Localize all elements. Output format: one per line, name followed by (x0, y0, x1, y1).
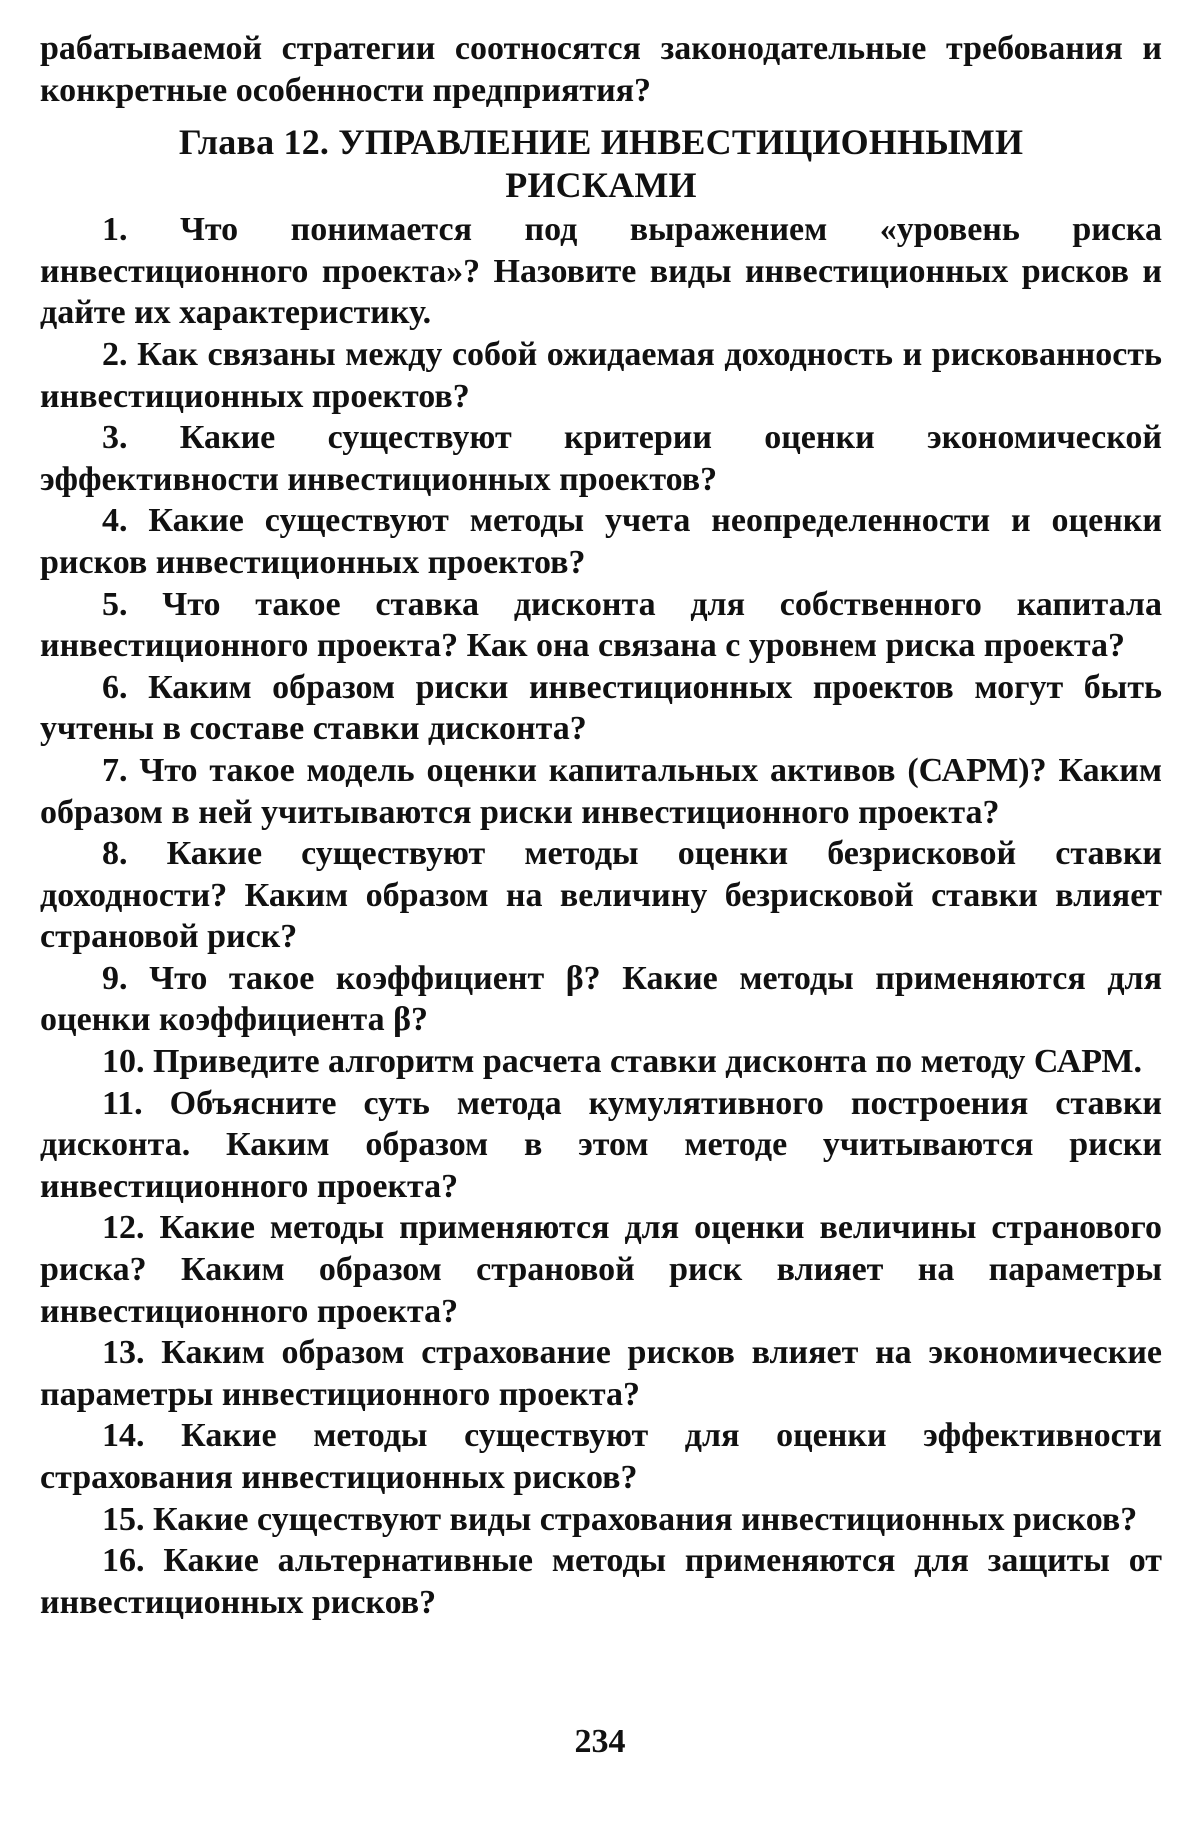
question-3: 3. Какие существуют критерии оценки экономической эффективности инвестиционных проектов? (40, 419, 1162, 498)
question-12: 12. Какие методы применяются для оценки величины странового риска? Каким образом страновой риск влияет на параметры инвестиционного проекта? (40, 1209, 1162, 1330)
chapter-title-line-1: Глава 12. УПРАВЛЕНИЕ ИНВЕСТИЦИОННЫМИ (178, 122, 1024, 163)
question-7: 7. Что такое модель оценки капитальных активов (САРМ)? Каким образом в ней учитываются риски инвестиционного проекта? (40, 751, 1162, 831)
question-10: 10. Приведите алгоритм расчета ставки дисконта по методу САРМ. (102, 1043, 1142, 1081)
question-15: 15. Какие существуют виды страхования инвестиционных рисков? (102, 1500, 1138, 1538)
question-8: 8. Какие существуют методы оценки безрисковой ставки доходности? Каким образом на величину безрисковой ставки влияет страновой риск? (40, 835, 1162, 956)
question-11: 11. Объясните суть метода кумулятивного построения ставки дисконта. Каким образом в этом методе учитываются риски инвестиционного проекта? (40, 1084, 1162, 1205)
question-9: 9. Что такое коэффициент β? Какие методы применяются для оценки коэффициента β? (40, 959, 1162, 1039)
questions-list (40, 209, 1162, 1623)
question-13: 13. Каким образом страхование рисков влияет на экономические параметры инвестиционного проекта? (40, 1334, 1162, 1413)
chapter-title (40, 121, 1162, 207)
page-number: 234 (574, 1723, 626, 1760)
question-6: 6. Каким образом риски инвестиционных проектов могут быть учтены в составе ставки дисконта? (40, 668, 1162, 748)
intro-paragraph: рабатываемой стратегии соотносятся законодательные требования и конкретные особенности предприятия? (40, 30, 1162, 109)
question-5: 5. Что такое ставка дисконта для собственного капитала инвестиционного проекта? Как она связана с уровнем риска проекта? (40, 585, 1162, 665)
question-1: 1. Что понимается под выражением «уровень риска инвестиционного проекта»? Назовите виды инвестиционных рисков и дайте их характеристику. (40, 211, 1162, 332)
question-2: 2. Как связаны между собой ожидаемая доходность и рискованность инвестиционных проектов? (40, 335, 1162, 415)
question-4: 4. Какие существуют методы учета неопределенности и оценки рисков инвестиционных проектов? (40, 502, 1162, 581)
chapter-title-line-2: РИСКАМИ (505, 165, 697, 206)
question-14: 14. Какие методы существуют для оценки эффективности страхования инвестиционных рисков? (40, 1417, 1162, 1496)
question-16: 16. Какие альтернативные методы применяются для защиты от инвестиционных рисков? (40, 1542, 1162, 1621)
